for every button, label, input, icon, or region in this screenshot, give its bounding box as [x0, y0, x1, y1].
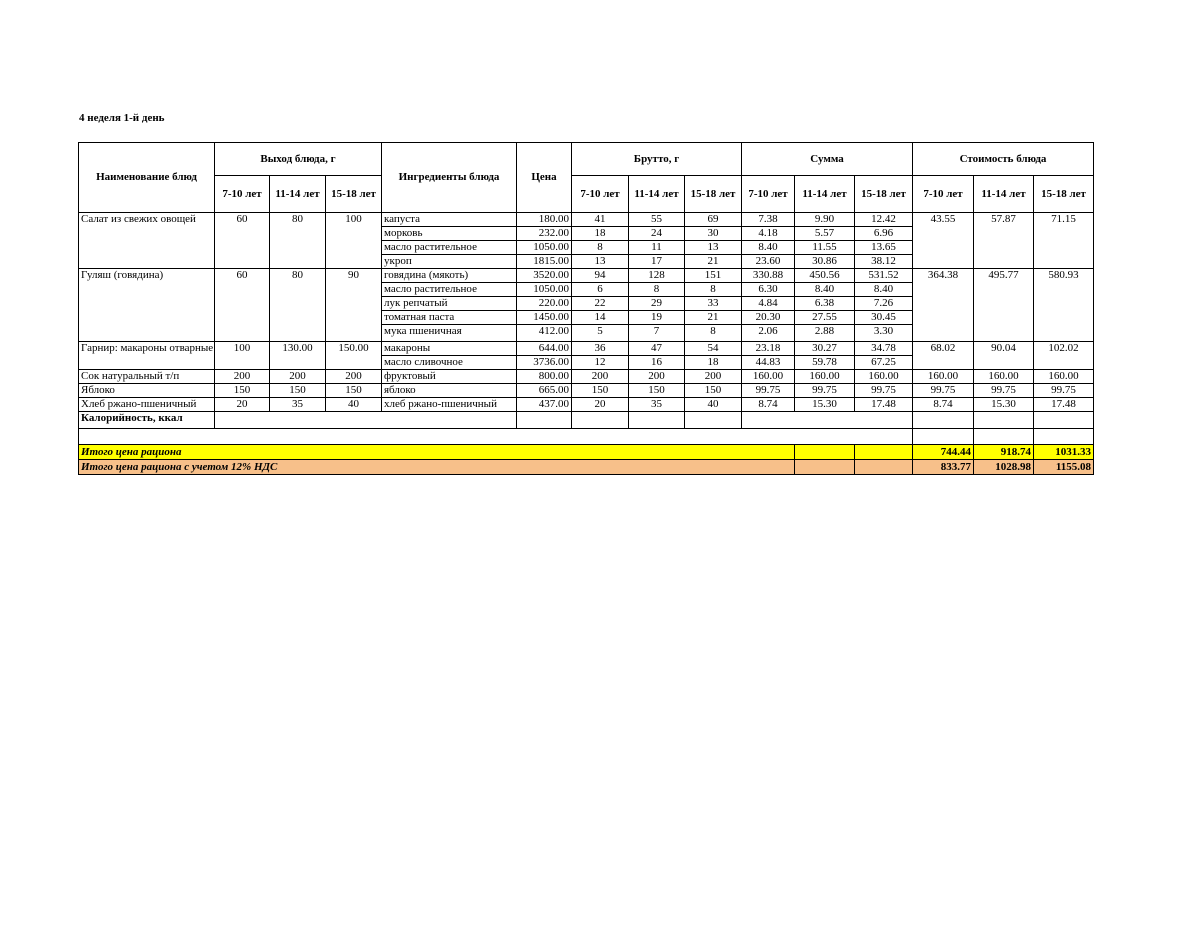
cost-7-10: 99.75: [913, 384, 974, 398]
brutto-7-10: 20: [572, 398, 629, 412]
brutto-15-18: 54: [685, 342, 742, 356]
header-cost-7-10: 7-10 лет: [913, 176, 974, 213]
header-sum-7-10: 7-10 лет: [742, 176, 795, 213]
brutto-11-14: 16: [629, 356, 685, 370]
brutto-11-14: 47: [629, 342, 685, 356]
brutto-7-10: 13: [572, 255, 629, 269]
yield-7-10: 60: [215, 269, 270, 342]
brutto-15-18: 69: [685, 213, 742, 227]
cost-11-14: 15.30: [974, 398, 1034, 412]
yield-11-14: 80: [270, 269, 326, 342]
ingredient-name: мука пшеничная: [382, 325, 517, 342]
total-7-10: 744.44: [913, 445, 974, 460]
ingredient-name: макароны: [382, 342, 517, 356]
ingredient-price: 232.00: [517, 227, 572, 241]
table-row: [79, 269, 1094, 283]
header-cost-11-14: 11-14 лет: [974, 176, 1034, 213]
table-row: [79, 384, 1094, 398]
sum-11-14: 6.38: [795, 297, 855, 311]
ingredient-name: фруктовый: [382, 370, 517, 384]
table-row: [79, 370, 1094, 384]
header-brutto-15-18: 15-18 лет: [685, 176, 742, 213]
brutto-11-14: 11: [629, 241, 685, 255]
cost-15-18: 160.00: [1034, 370, 1094, 384]
brutto-7-10: 94: [572, 269, 629, 283]
brutto-15-18: 18: [685, 356, 742, 370]
sum-15-18: 13.65: [855, 241, 913, 255]
sum-15-18: 7.26: [855, 297, 913, 311]
ingredient-price: 665.00: [517, 384, 572, 398]
dish-rows: [79, 213, 1094, 412]
sum-15-18: 17.48: [855, 398, 913, 412]
brutto-15-18: 151: [685, 269, 742, 283]
sum-15-18: 34.78: [855, 342, 913, 356]
brutto-11-14: 55: [629, 213, 685, 227]
yield-11-14: 130.00: [270, 342, 326, 370]
total-15-18: 1031.33: [1034, 445, 1094, 460]
yield-15-18: 90: [326, 269, 382, 342]
calories-empty: [742, 412, 913, 429]
menu-cost-table: [78, 142, 1094, 475]
yield-11-14: 80: [270, 213, 326, 269]
total-vat-empty: [855, 460, 913, 475]
ingredient-name: масло растительное: [382, 283, 517, 297]
header-cost: Стоимость блюда: [913, 143, 1094, 176]
dish-name: Яблоко: [79, 384, 215, 398]
sum-15-18: 8.40: [855, 283, 913, 297]
brutto-7-10: 36: [572, 342, 629, 356]
total-vat-15-18: 1155.08: [1034, 460, 1094, 475]
blank-row: [79, 429, 1094, 445]
ingredient-price: 180.00: [517, 213, 572, 227]
ingredient-price: 220.00: [517, 297, 572, 311]
ingredient-price: 1050.00: [517, 241, 572, 255]
calories-empty: [913, 412, 974, 429]
brutto-15-18: 200: [685, 370, 742, 384]
brutto-7-10: 14: [572, 311, 629, 325]
sum-15-18: 531.52: [855, 269, 913, 283]
cost-7-10: 43.55: [913, 213, 974, 269]
header-cost-15-18: 15-18 лет: [1034, 176, 1094, 213]
cost-15-18: 99.75: [1034, 384, 1094, 398]
calories-empty: [572, 412, 629, 429]
sum-7-10: 2.06: [742, 325, 795, 342]
sum-7-10: 20.30: [742, 311, 795, 325]
sum-11-14: 8.40: [795, 283, 855, 297]
brutto-11-14: 128: [629, 269, 685, 283]
header-sum-15-18: 15-18 лет: [855, 176, 913, 213]
brutto-11-14: 200: [629, 370, 685, 384]
ingredient-price: 437.00: [517, 398, 572, 412]
sum-15-18: 12.42: [855, 213, 913, 227]
dish-name: Хлеб ржано-пшеничный: [79, 398, 215, 412]
total-empty: [855, 445, 913, 460]
ingredient-name: лук репчатый: [382, 297, 517, 311]
sum-7-10: 4.84: [742, 297, 795, 311]
cost-15-18: 102.02: [1034, 342, 1094, 370]
sum-15-18: 3.30: [855, 325, 913, 342]
sum-11-14: 11.55: [795, 241, 855, 255]
dish-name: Сок натуральный т/п: [79, 370, 215, 384]
header-brutto: Брутто, г: [572, 143, 742, 176]
page-title: 4 неделя 1-й день: [79, 112, 165, 124]
ingredient-name: хлеб ржано-пшеничный: [382, 398, 517, 412]
yield-11-14: 35: [270, 398, 326, 412]
yield-15-18: 150.00: [326, 342, 382, 370]
ingredient-name: томатная паста: [382, 311, 517, 325]
sum-11-14: 15.30: [795, 398, 855, 412]
header-price: Цена: [517, 143, 572, 213]
header-yield: Выход блюда, г: [215, 143, 382, 176]
dish-name: Салат из свежих овощей: [79, 213, 215, 269]
sum-7-10: 4.18: [742, 227, 795, 241]
header-sum-11-14: 11-14 лет: [795, 176, 855, 213]
yield-11-14: 150: [270, 384, 326, 398]
brutto-7-10: 41: [572, 213, 629, 227]
total-row: [79, 445, 1094, 460]
sum-7-10: 23.60: [742, 255, 795, 269]
total-empty: [795, 445, 855, 460]
brutto-11-14: 7: [629, 325, 685, 342]
cost-11-14: 495.77: [974, 269, 1034, 342]
sum-11-14: 2.88: [795, 325, 855, 342]
table-row: [79, 342, 1094, 356]
cost-11-14: 90.04: [974, 342, 1034, 370]
brutto-7-10: 18: [572, 227, 629, 241]
brutto-15-18: 8: [685, 283, 742, 297]
cost-7-10: 364.38: [913, 269, 974, 342]
header-ingredients: Ингредиенты блюда: [382, 143, 517, 213]
header-sum: Сумма: [742, 143, 913, 176]
cost-11-14: 57.87: [974, 213, 1034, 269]
brutto-11-14: 29: [629, 297, 685, 311]
sum-7-10: 160.00: [742, 370, 795, 384]
brutto-7-10: 5: [572, 325, 629, 342]
brutto-15-18: 40: [685, 398, 742, 412]
yield-7-10: 200: [215, 370, 270, 384]
cost-15-18: 17.48: [1034, 398, 1094, 412]
yield-7-10: 150: [215, 384, 270, 398]
sum-11-14: 30.86: [795, 255, 855, 269]
sum-7-10: 330.88: [742, 269, 795, 283]
sum-7-10: 8.74: [742, 398, 795, 412]
brutto-11-14: 24: [629, 227, 685, 241]
sum-15-18: 6.96: [855, 227, 913, 241]
header-dish-name: Наименование блюд: [79, 143, 215, 213]
calories-empty: [685, 412, 742, 429]
sum-7-10: 8.40: [742, 241, 795, 255]
sum-11-14: 27.55: [795, 311, 855, 325]
cost-15-18: 580.93: [1034, 269, 1094, 342]
sum-11-14: 9.90: [795, 213, 855, 227]
sum-15-18: 160.00: [855, 370, 913, 384]
ingredient-name: масло растительное: [382, 241, 517, 255]
ingredient-name: укроп: [382, 255, 517, 269]
header-yield-15-18: 15-18 лет: [326, 176, 382, 213]
brutto-15-18: 21: [685, 255, 742, 269]
calories-empty: [215, 412, 517, 429]
sum-7-10: 99.75: [742, 384, 795, 398]
sum-11-14: 59.78: [795, 356, 855, 370]
total-vat-row: [79, 460, 1094, 475]
ingredient-price: 1450.00: [517, 311, 572, 325]
yield-15-18: 200: [326, 370, 382, 384]
brutto-7-10: 12: [572, 356, 629, 370]
sum-11-14: 30.27: [795, 342, 855, 356]
ingredient-price: 3736.00: [517, 356, 572, 370]
sum-7-10: 23.18: [742, 342, 795, 356]
calories-empty: [974, 412, 1034, 429]
cost-15-18: 71.15: [1034, 213, 1094, 269]
total-label: Итого цена рациона: [79, 445, 795, 460]
blank-cell: [974, 429, 1034, 445]
sum-7-10: 6.30: [742, 283, 795, 297]
brutto-11-14: 8: [629, 283, 685, 297]
brutto-7-10: 6: [572, 283, 629, 297]
total-vat-empty: [795, 460, 855, 475]
dish-name: Гарнир: макароны отварные: [79, 342, 215, 370]
cost-7-10: 68.02: [913, 342, 974, 370]
blank-cell: [1034, 429, 1094, 445]
ingredient-price: 800.00: [517, 370, 572, 384]
ingredient-price: 412.00: [517, 325, 572, 342]
sum-15-18: 67.25: [855, 356, 913, 370]
total-vat-label: Итого цена рациона с учетом 12% НДС: [79, 460, 795, 475]
ingredient-price: 3520.00: [517, 269, 572, 283]
sum-15-18: 30.45: [855, 311, 913, 325]
calories-row: [79, 412, 1094, 429]
dish-name: Гуляш (говядина): [79, 269, 215, 342]
table-row: [79, 398, 1094, 412]
cost-11-14: 99.75: [974, 384, 1034, 398]
header-brutto-11-14: 11-14 лет: [629, 176, 685, 213]
blank-cell: [913, 429, 974, 445]
brutto-7-10: 150: [572, 384, 629, 398]
yield-7-10: 20: [215, 398, 270, 412]
header-yield-7-10: 7-10 лет: [215, 176, 270, 213]
yield-7-10: 60: [215, 213, 270, 269]
ingredient-name: морковь: [382, 227, 517, 241]
brutto-11-14: 35: [629, 398, 685, 412]
calories-empty: [629, 412, 685, 429]
sum-7-10: 44.83: [742, 356, 795, 370]
yield-15-18: 100: [326, 213, 382, 269]
ingredient-price: 1050.00: [517, 283, 572, 297]
brutto-15-18: 30: [685, 227, 742, 241]
ingredient-price: 644.00: [517, 342, 572, 356]
sum-11-14: 99.75: [795, 384, 855, 398]
ingredient-name: говядина (мякоть): [382, 269, 517, 283]
brutto-15-18: 13: [685, 241, 742, 255]
yield-15-18: 40: [326, 398, 382, 412]
table-row: [79, 213, 1094, 227]
header-brutto-7-10: 7-10 лет: [572, 176, 629, 213]
cost-7-10: 160.00: [913, 370, 974, 384]
calories-empty: [1034, 412, 1094, 429]
ingredient-name: капуста: [382, 213, 517, 227]
brutto-7-10: 22: [572, 297, 629, 311]
cost-7-10: 8.74: [913, 398, 974, 412]
total-11-14: 918.74: [974, 445, 1034, 460]
brutto-7-10: 200: [572, 370, 629, 384]
total-vat-7-10: 833.77: [913, 460, 974, 475]
yield-15-18: 150: [326, 384, 382, 398]
ingredient-name: масло сливочное: [382, 356, 517, 370]
total-vat-11-14: 1028.98: [974, 460, 1034, 475]
ingredient-name: яблоко: [382, 384, 517, 398]
brutto-11-14: 150: [629, 384, 685, 398]
header-yield-11-14: 11-14 лет: [270, 176, 326, 213]
yield-7-10: 100: [215, 342, 270, 370]
calories-label: Калорийность, ккал: [79, 412, 215, 429]
ingredient-price: 1815.00: [517, 255, 572, 269]
sum-11-14: 160.00: [795, 370, 855, 384]
sum-15-18: 99.75: [855, 384, 913, 398]
brutto-11-14: 17: [629, 255, 685, 269]
sum-11-14: 5.57: [795, 227, 855, 241]
calories-empty: [517, 412, 572, 429]
sum-15-18: 38.12: [855, 255, 913, 269]
brutto-15-18: 8: [685, 325, 742, 342]
brutto-15-18: 33: [685, 297, 742, 311]
sum-11-14: 450.56: [795, 269, 855, 283]
cost-11-14: 160.00: [974, 370, 1034, 384]
brutto-15-18: 21: [685, 311, 742, 325]
yield-11-14: 200: [270, 370, 326, 384]
brutto-7-10: 8: [572, 241, 629, 255]
brutto-15-18: 150: [685, 384, 742, 398]
blank-cell: [79, 429, 913, 445]
brutto-11-14: 19: [629, 311, 685, 325]
sum-7-10: 7.38: [742, 213, 795, 227]
